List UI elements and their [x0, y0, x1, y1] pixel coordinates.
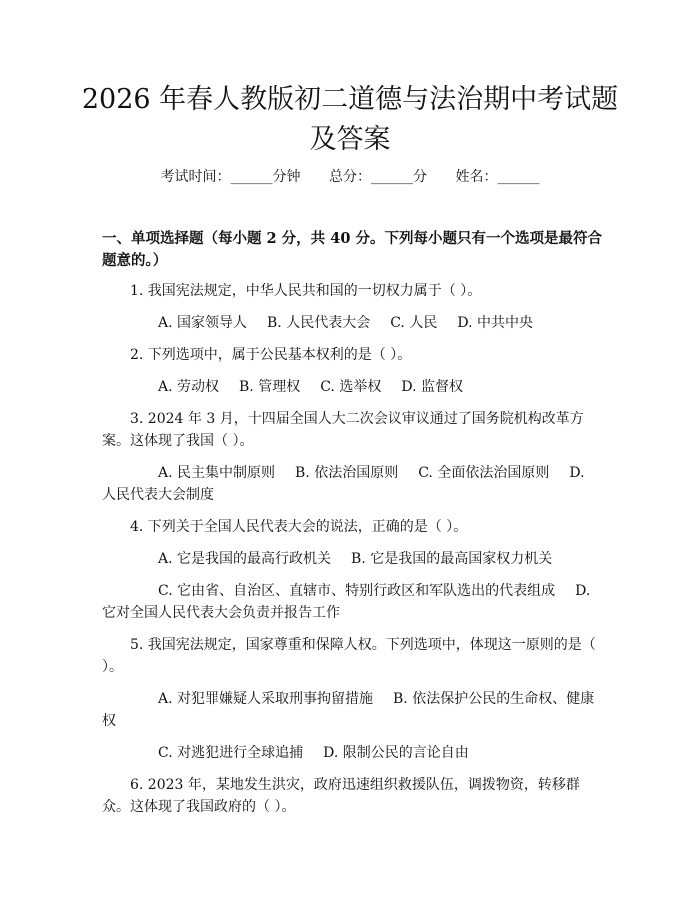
option-a: A. 国家领导人 [158, 315, 248, 331]
question-list [102, 280, 602, 828]
question-4-options-row-1 [102, 548, 602, 570]
option-d: D. 人民代表大会制度 [102, 465, 585, 503]
question-4-options-row-2 [102, 580, 602, 624]
option-d: D. 它对全国人民代表大会负责并报告工作 [102, 583, 591, 621]
question-4-stem: 4. 下列关于全国人民代表大会的说法，正确的是（ ）。 [130, 519, 468, 535]
question-1-stem: 1. 我国宪法规定，中华人民共和国的一切权力属于（ ）。 [130, 283, 482, 299]
option-c: C. 全面依法治国原则 [418, 465, 550, 481]
question-3-stem: 3. 2024 年 3 月，十四届全国人大二次会议审议通过了国务院机构改革方案。这体现了我国（ ）。 [102, 411, 584, 449]
option-b: B. 人民代表大会 [267, 315, 371, 331]
option-b: B. 它是我国的最高国家权力机关 [351, 551, 553, 567]
option-c: C. 它由省、自治区、直辖市、特别行政区和军队选出的代表组成 [158, 583, 556, 599]
option-a: A. 劳动权 [158, 379, 220, 395]
option-a: A. 民主集中制原则 [158, 465, 276, 481]
question-1-options [102, 312, 602, 334]
question-5-stem: 5. 我国宪法规定，国家尊重和保障人权。下列选项中，体现这一原则的是（ ）。 [102, 637, 596, 675]
title-line-2: 及答案 [309, 124, 391, 155]
option-d: D. 限制公民的言论自由 [323, 745, 469, 761]
question-5-options-row-2 [102, 742, 602, 764]
question-2-stem: 2. 下列选项中，属于公民基本权利的是（ ）。 [130, 347, 412, 363]
document-title [60, 80, 640, 160]
section-heading-single-choice: 一、单项选择题（每小题 2 分，共 40 分。下列每小题只有一个选项是最符合题意的。） [102, 230, 602, 269]
option-b: B. 管理权 [239, 379, 301, 395]
exam-info [0, 166, 700, 186]
option-b: B. 依法治国原则 [295, 465, 399, 481]
option-b: B. 依法保护公民的生命权、健康权 [102, 691, 595, 729]
question-6-stem: 6. 2023 年，某地发生洪灾，政府迅速组织救援队伍，调拨物资，转移群众。这体现了我国政府的（ ）。 [102, 777, 580, 815]
option-c: C. 对逃犯进行全球追捕 [158, 745, 304, 761]
option-d: D. 监督权 [401, 379, 463, 395]
student-name-field: 姓名：______ [455, 169, 540, 185]
option-c: C. 选举权 [320, 379, 382, 395]
option-a: A. 它是我国的最高行政机关 [158, 551, 332, 567]
question-2-options [102, 376, 602, 398]
title-line-1: 2026 年春人教版初二道德与法治期中考试题 [81, 84, 619, 115]
question-3-options [102, 462, 602, 506]
total-score-field: 总分：______分 [329, 169, 427, 185]
option-d: D. 中共中央 [457, 315, 533, 331]
question-5-options-row-1 [102, 688, 602, 732]
option-a: A. 对犯罪嫌疑人采取刑事拘留措施 [158, 691, 374, 707]
exam-time-field: 考试时间：______分钟 [160, 169, 301, 185]
option-c: C. 人民 [390, 315, 438, 331]
